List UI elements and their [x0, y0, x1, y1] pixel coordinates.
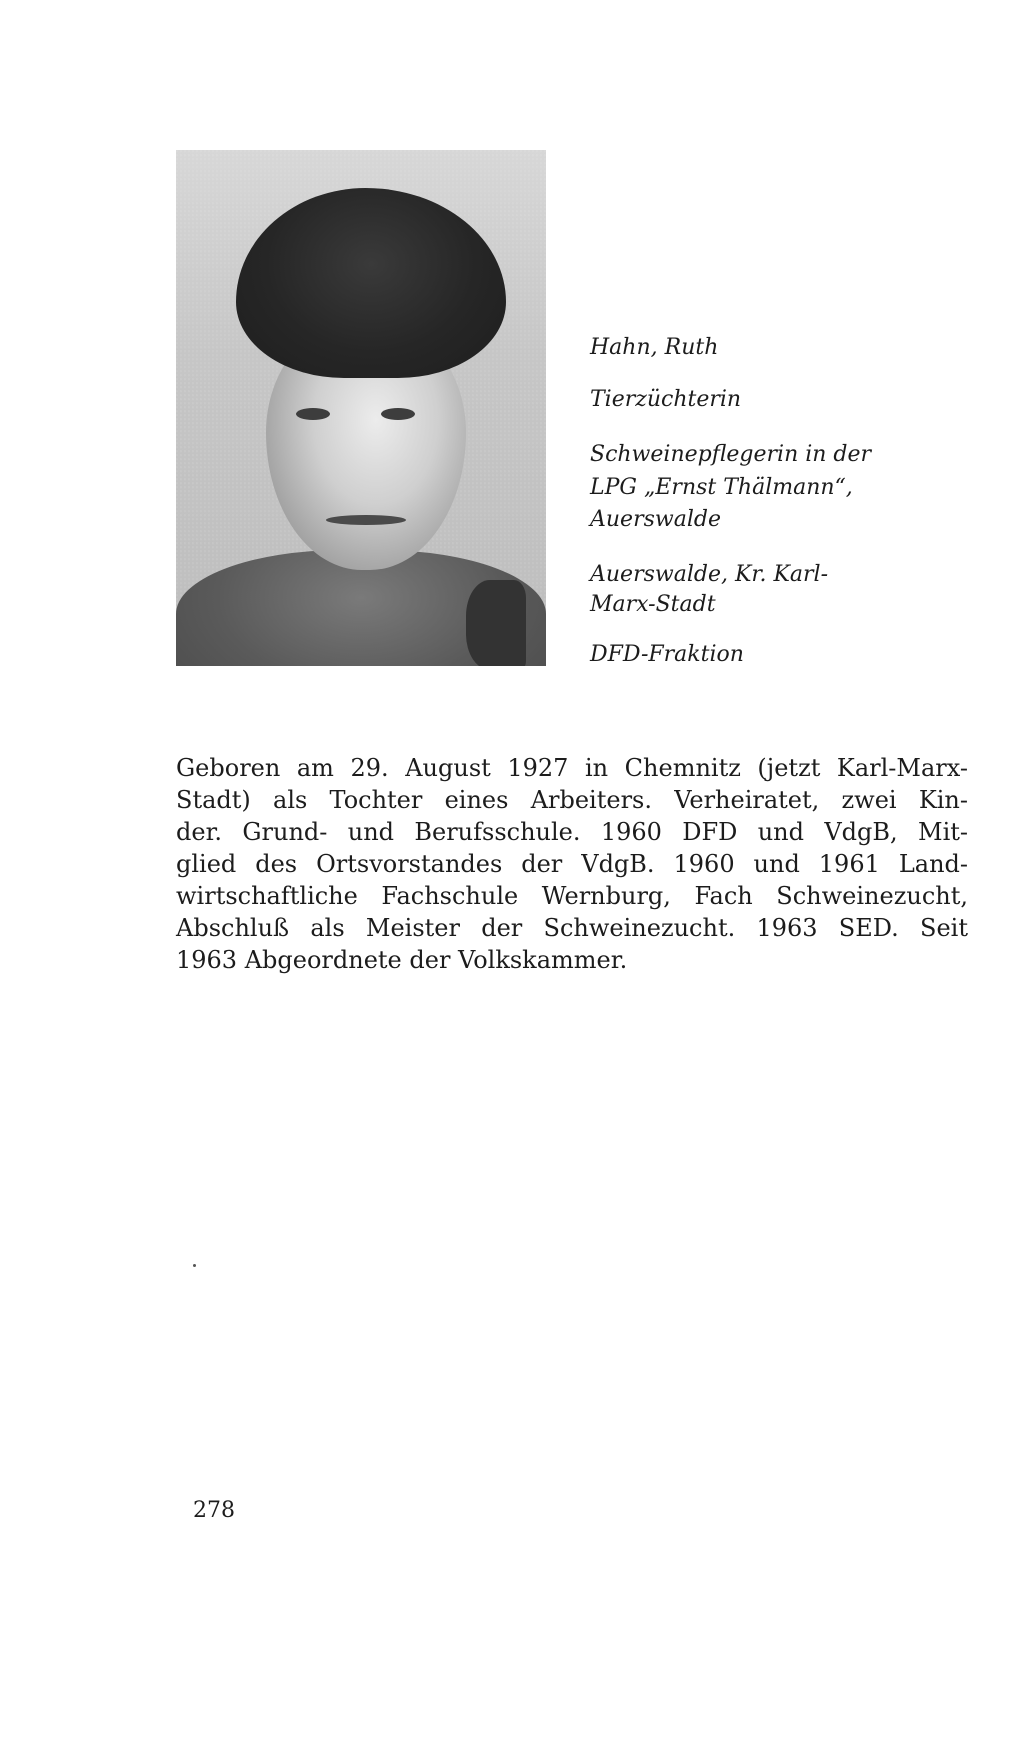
biography-line: der. Grund- und Berufsschule. 1960 DFD und VdgB, Mit- [176, 818, 968, 846]
biography-paragraph [176, 752, 968, 976]
biography-line: 1963 Abgeordnete der Volkskammer. [176, 946, 628, 974]
portrait-left-eye [296, 408, 330, 420]
biography-line: wirtschaftliche Fachschule Wernburg, Fach Schweinezucht, [176, 882, 968, 910]
portrait-right-eye [381, 408, 415, 420]
biography-line: glied des Ortsvorstandes der VdgB. 1960 und 1961 Land- [176, 850, 968, 878]
person-address-line-1: Auerswalde, Kr. Karl- [590, 562, 829, 587]
person-position-line-3: Auerswalde [590, 507, 721, 532]
person-faction: DFD-Fraktion [590, 642, 744, 667]
person-name: Hahn, Ruth [590, 335, 719, 360]
person-address-line-2: Marx-Stadt [590, 592, 716, 617]
person-profession: Tierzüchterin [590, 387, 742, 412]
portrait-photo [176, 150, 546, 666]
portrait-mouth [326, 515, 406, 525]
biography-line: Abschluß als Meister der Schweinezucht. 1963 SED. Seit [176, 914, 968, 942]
biography-line: Geboren am 29. August 1927 in Chemnitz (jetzt Karl-Marx- [176, 754, 968, 782]
person-position-line-2: LPG „Ernst Thälmann“, [590, 475, 853, 500]
portrait-collar [466, 580, 526, 666]
page-number: 278 [193, 1498, 235, 1523]
person-position-line-1: Schweinepflegerin in der [590, 442, 872, 467]
biography-line: Stadt) als Tochter eines Arbeiters. Verheiratet, zwei Kin- [176, 786, 968, 814]
portrait-hair [236, 188, 506, 378]
stray-mark [193, 1264, 196, 1267]
